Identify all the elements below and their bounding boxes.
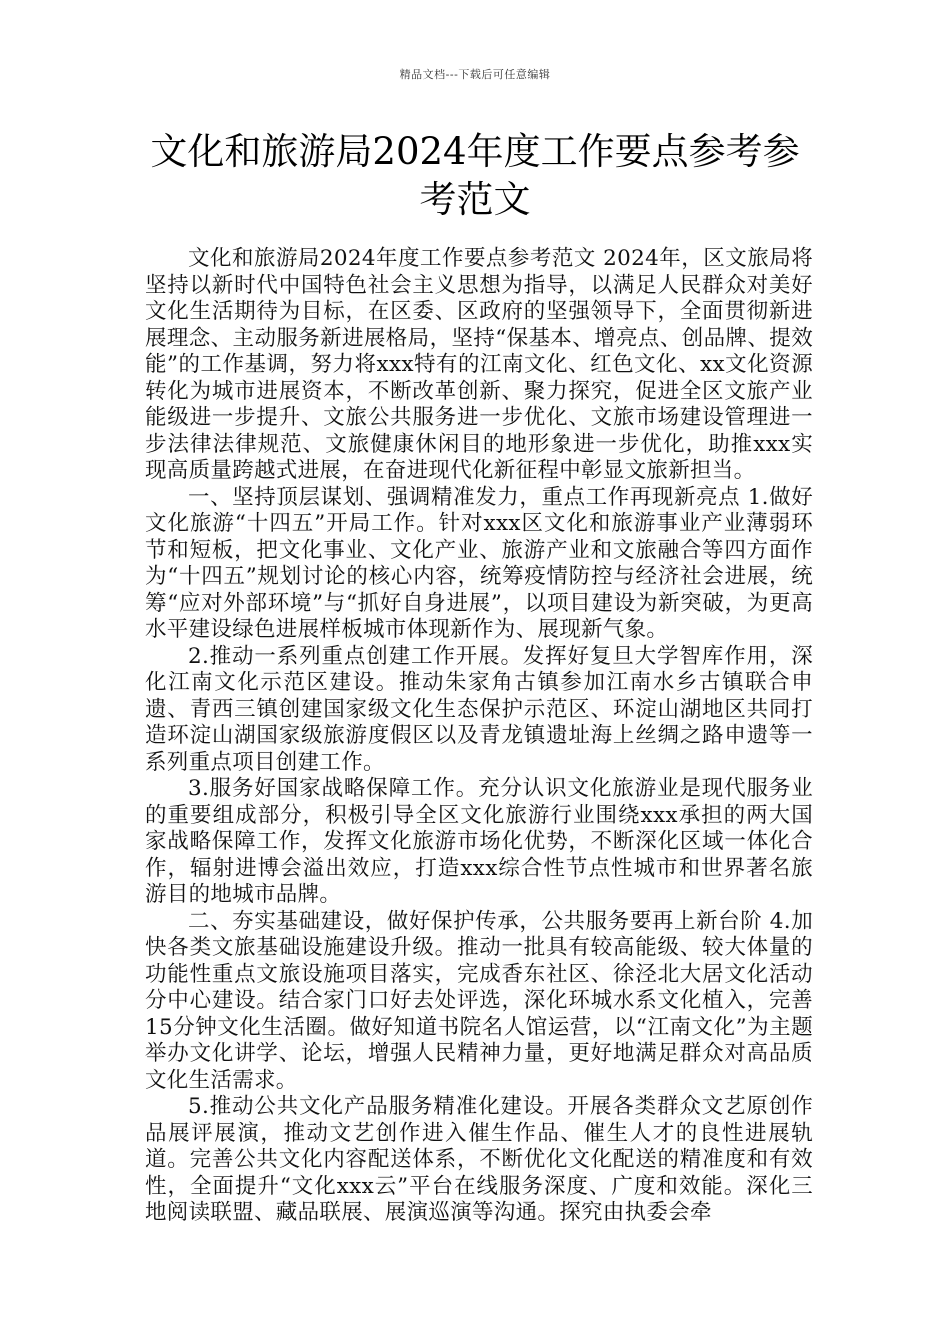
paragraph-section-2: 二、夯实基础建设，做好保护传承，公共服务要再上新台阶 4.加快各类文旅基础设施建设升级。推动一批具有较高能级、较大体量的功能性重点文旅设施项目落实，完成香东社区、徐泾北大居文化活动分中心建设。结合家门口好去处评选，深化环城水系文化植入，完善15分钟文化生活圈。做好知道书院名人馆运营，以“江南文化”为主题举办文化讲学、论坛，增强人民精神力量，更好地满足群众对高品质文化生活需求。	[145, 908, 813, 1093]
paragraph-item-2: 2.推动一系列重点创建工作开展。发挥好复旦大学智库作用，深化江南文化示范区建设。推动朱家角古镇参加江南水乡古镇联合申遗、青西三镇创建国家级文化生态保护示范区、环淀山湖地区共同打造环淀山湖国家级旅游度假区以及青龙镇遗址海上丝绸之路申遗等一系列重点项目创建工作。	[145, 643, 813, 775]
paragraph-item-3: 3.服务好国家战略保障工作。充分认识文化旅游业是现代服务业的重要组成部分，积极引导全区文化旅游行业围绕xxx承担的两大国家战略保障工作，发挥文化旅游市场化优势，不断深化区域一体化合作，辐射进博会溢出效应，打造xxx综合性节点性城市和世界著名旅游目的地城市品牌。	[145, 776, 813, 907]
header-note: 精品文档---下载后可任意编辑	[399, 68, 551, 81]
document-body	[145, 246, 813, 1227]
paragraph-intro: 文化和旅游局2024年度工作要点参考范文 2024年，区文旅局将坚持以新时代中国特色社会主义思想为指导，以满足人民群众对美好文化生活期待为目标，在区委、区政府的坚强领导下，全面贯彻新进展理念、主动服务新进展格局，坚持“保基本、增亮点、创品牌、提效能”的工作基调，努力将xxx特有的江南文化、红色文化、xx文化资源转化为城市进展资本，不断改革创新、聚力探究，促进全区文旅产业能级进一步提升、文旅公共服务进一步优化、文旅市场建设管理进一步法律法律规范、文旅健康休闲目的地形象进一步优化，助推xxx实现高质量跨越式进展，在奋进现代化新征程中彰显文旅新担当。	[145, 246, 813, 483]
paragraph-item-5: 5.推动公共文化产品服务精准化建设。开展各类群众文艺原创作品展评展演，推动文艺创作进入催生作品、催生人才的良性进展轨道。完善公共文化内容配送体系，不断优化文化配送的精准度和有效性，全面提升“文化xxx云”平台在线服务深度、广度和效能。深化三地阅读联盟、藏品联展、展演巡演等沟通。探究由执委会牵	[145, 1094, 813, 1225]
document-title: 文化和旅游局2024年度工作要点参考参考范文	[150, 130, 800, 221]
paragraph-section-1: 一、坚持顶层谋划、强调精准发力，重点工作再现新亮点 1.做好文化旅游“十四五”开局工作。针对xxx区文化和旅游事业产业薄弱环节和短板，把文化事业、文化产业、旅游产业和文旅融合等四方面作为“十四五”规划讨论的核心内容，统筹疫情防控与经济社会进展，统筹“应对外部环境”与“抓好自身进展”，以项目建设为新突破，为更高水平建设绿色进展样板城市体现新作为、展现新气象。	[145, 484, 813, 642]
